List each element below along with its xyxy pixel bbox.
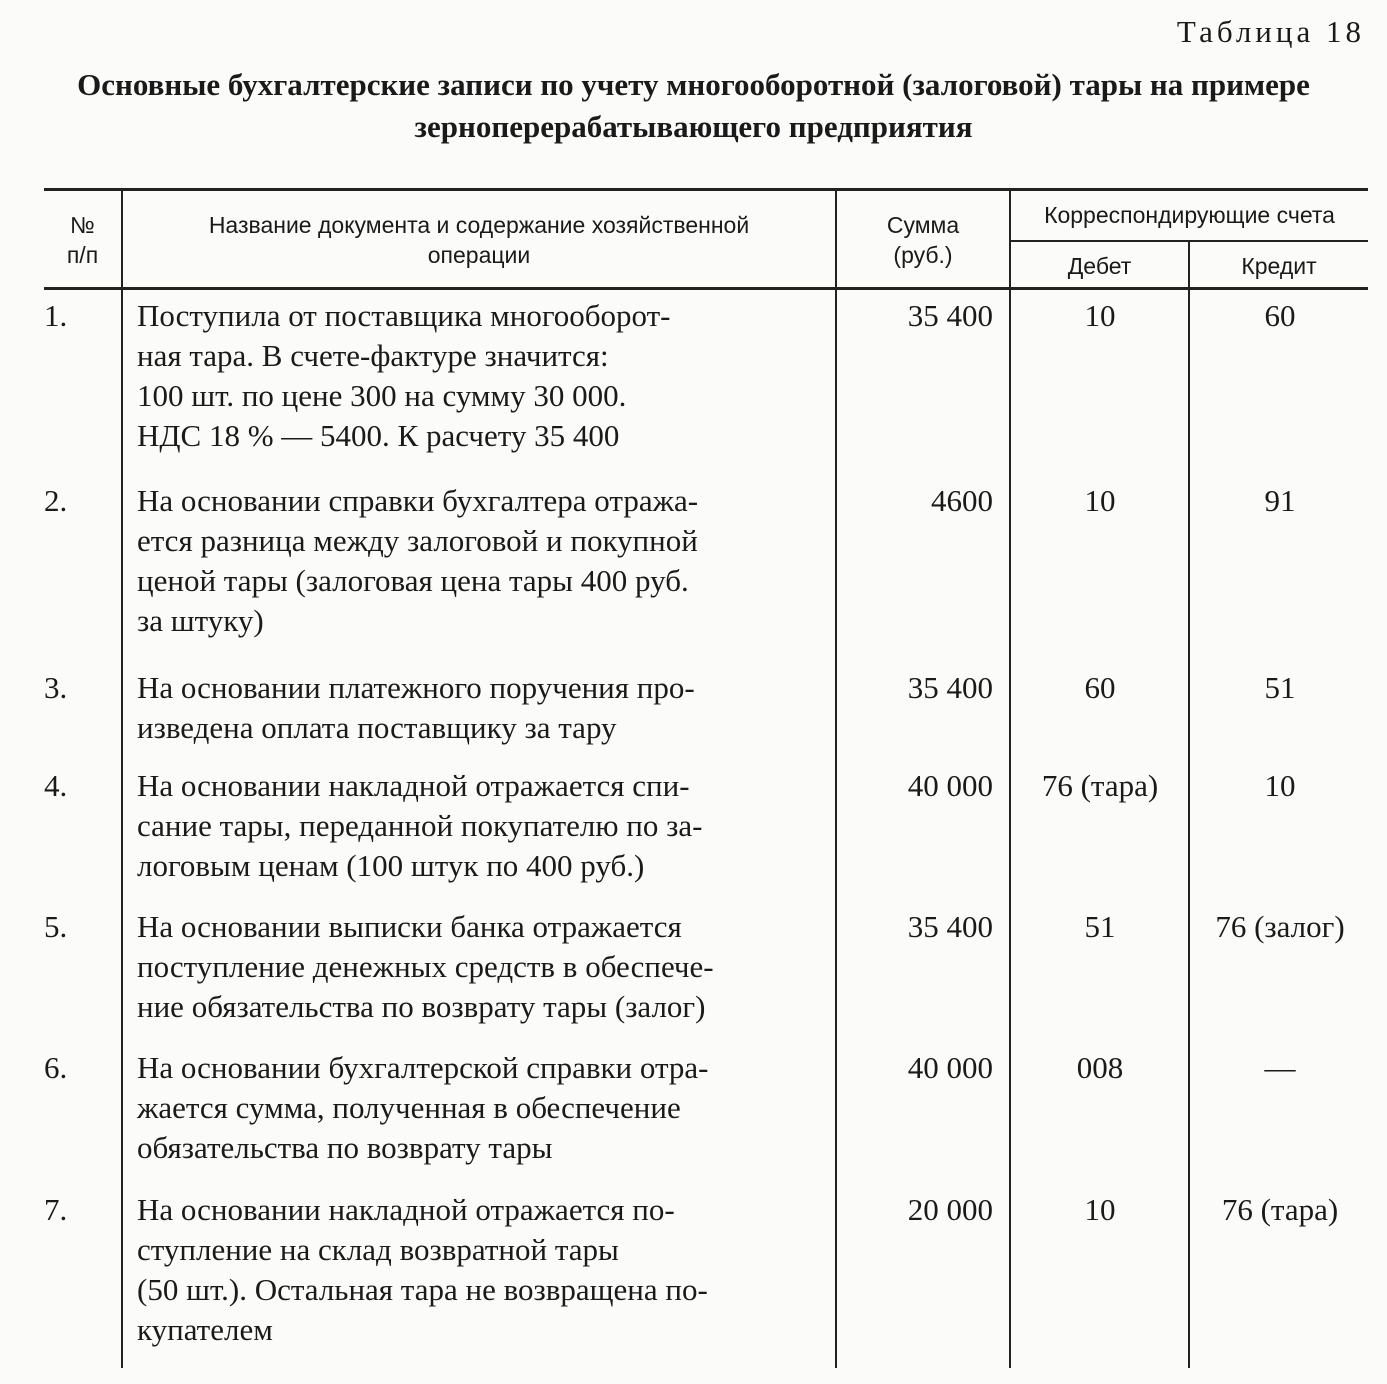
row-text-line: На основании платежного поручения про-: [137, 670, 695, 705]
row-text-line: ценой тары (залоговая цена тары 400 руб.: [137, 563, 689, 598]
row-text-line: ная тара. В счете-фактуре значится:: [137, 338, 609, 373]
row-text-line: Поступила от поставщика многооборот-: [137, 298, 671, 333]
row-text-line: сание тары, переданной покупателю по за-: [137, 808, 703, 843]
column-divider: [121, 188, 123, 1368]
row-description: [137, 481, 817, 641]
row-description: [137, 668, 817, 748]
row-text-line: 100 шт. по цене 300 на сумму 30 000.: [137, 378, 627, 413]
row-text-line: купателем: [137, 1312, 273, 1347]
row-sum: 4600: [931, 483, 993, 518]
title-line-2: зерноперерабатывающего предприятия: [414, 109, 973, 144]
header-num: [44, 210, 121, 270]
row-text-line: за штуку): [137, 603, 264, 638]
row-text-line: ние обязательства по возврату тары (залог): [137, 989, 706, 1024]
row-text-line: На основании бухгалтерской справки отра-: [137, 1050, 709, 1085]
row-description: [137, 1190, 817, 1350]
row-debit: 008: [1076, 1050, 1124, 1085]
row-debit: 60: [1084, 670, 1116, 705]
header-doc-line: операции: [427, 242, 531, 268]
row-text-line: На основании выписки банка отражается: [137, 909, 682, 944]
header-doc-line: Название документа и содержание хозяйственной: [208, 212, 750, 238]
table-top-rule: [44, 188, 1368, 191]
header-doc: [123, 210, 835, 270]
row-credit: 60: [1264, 298, 1296, 333]
column-divider: [835, 188, 837, 1368]
row-credit: 91: [1264, 483, 1296, 518]
header-num-line: п/п: [66, 242, 99, 268]
row-sum: 35 400: [907, 670, 993, 705]
row-text-line: (50 шт.). Остальная тара не возвращена по-: [137, 1272, 708, 1307]
row-sum: 40 000: [907, 768, 993, 803]
header-num-line: №: [70, 212, 95, 238]
row-debit: 51: [1084, 909, 1116, 944]
table-title: [20, 64, 1367, 148]
row-number: 7.: [44, 1192, 68, 1227]
row-text-line: ется разница между залоговой и покупной: [137, 523, 698, 558]
row-text-line: жается сумма, полученная в обеспечение: [137, 1090, 681, 1125]
row-text-line: На основании накладной отражается спи-: [137, 768, 690, 803]
row-credit: 10: [1264, 768, 1296, 803]
row-sum: 40 000: [907, 1050, 993, 1085]
row-text-line: На основании накладной отражается по-: [137, 1192, 675, 1227]
column-divider: [1009, 188, 1011, 1368]
row-number: 6.: [44, 1050, 68, 1085]
row-debit: 10: [1084, 483, 1116, 518]
row-description: [137, 907, 817, 1027]
row-number: 4.: [44, 768, 68, 803]
row-sum: 35 400: [907, 298, 993, 333]
row-text-line: логовым ценам (100 штук по 400 руб.): [137, 848, 645, 883]
row-debit: 10: [1084, 298, 1116, 333]
header-sum: [837, 210, 1009, 270]
row-number: 5.: [44, 909, 68, 944]
row-number: 3.: [44, 670, 68, 705]
row-description: [137, 766, 817, 886]
row-number: 2.: [44, 483, 68, 518]
header-debit: Дебет: [1067, 253, 1132, 279]
row-sum: 35 400: [907, 909, 993, 944]
row-text-line: На основании справки бухгалтера отража-: [137, 483, 699, 518]
row-debit: 76 (тара): [1041, 768, 1159, 803]
row-credit: 76 (залог): [1215, 909, 1345, 944]
header-sum-line: (руб.): [893, 242, 953, 268]
row-description: [137, 1048, 817, 1168]
header-accounts: Корреспондирующие счета: [1044, 202, 1335, 228]
header-sum-line: Сумма: [886, 212, 960, 238]
header-credit: Кредит: [1241, 253, 1317, 279]
row-text-line: обязательства по возврату тары: [137, 1130, 553, 1165]
row-sum: 20 000: [907, 1192, 993, 1227]
row-credit: 76 (тара): [1221, 1192, 1339, 1227]
table-number: Таблица 18: [1176, 14, 1365, 49]
row-debit: 10: [1084, 1192, 1116, 1227]
row-credit: —: [1264, 1050, 1296, 1085]
row-description: [137, 296, 817, 456]
header-bottom-rule: [44, 287, 1368, 290]
title-line-1: Основные бухгалтерские записи по учету многооборотной (залоговой) тары на примере: [77, 67, 1310, 102]
row-credit: 51: [1264, 670, 1296, 705]
row-text-line: ступление на склад возвратной тары: [137, 1232, 619, 1267]
row-text-line: поступление денежных средств в обеспече-: [137, 949, 714, 984]
row-text-line: изведена оплата поставщику за тару: [137, 710, 617, 745]
row-number: 1.: [44, 298, 68, 333]
row-text-line: НДС 18 % — 5400. К расчету 35 400: [137, 418, 620, 453]
